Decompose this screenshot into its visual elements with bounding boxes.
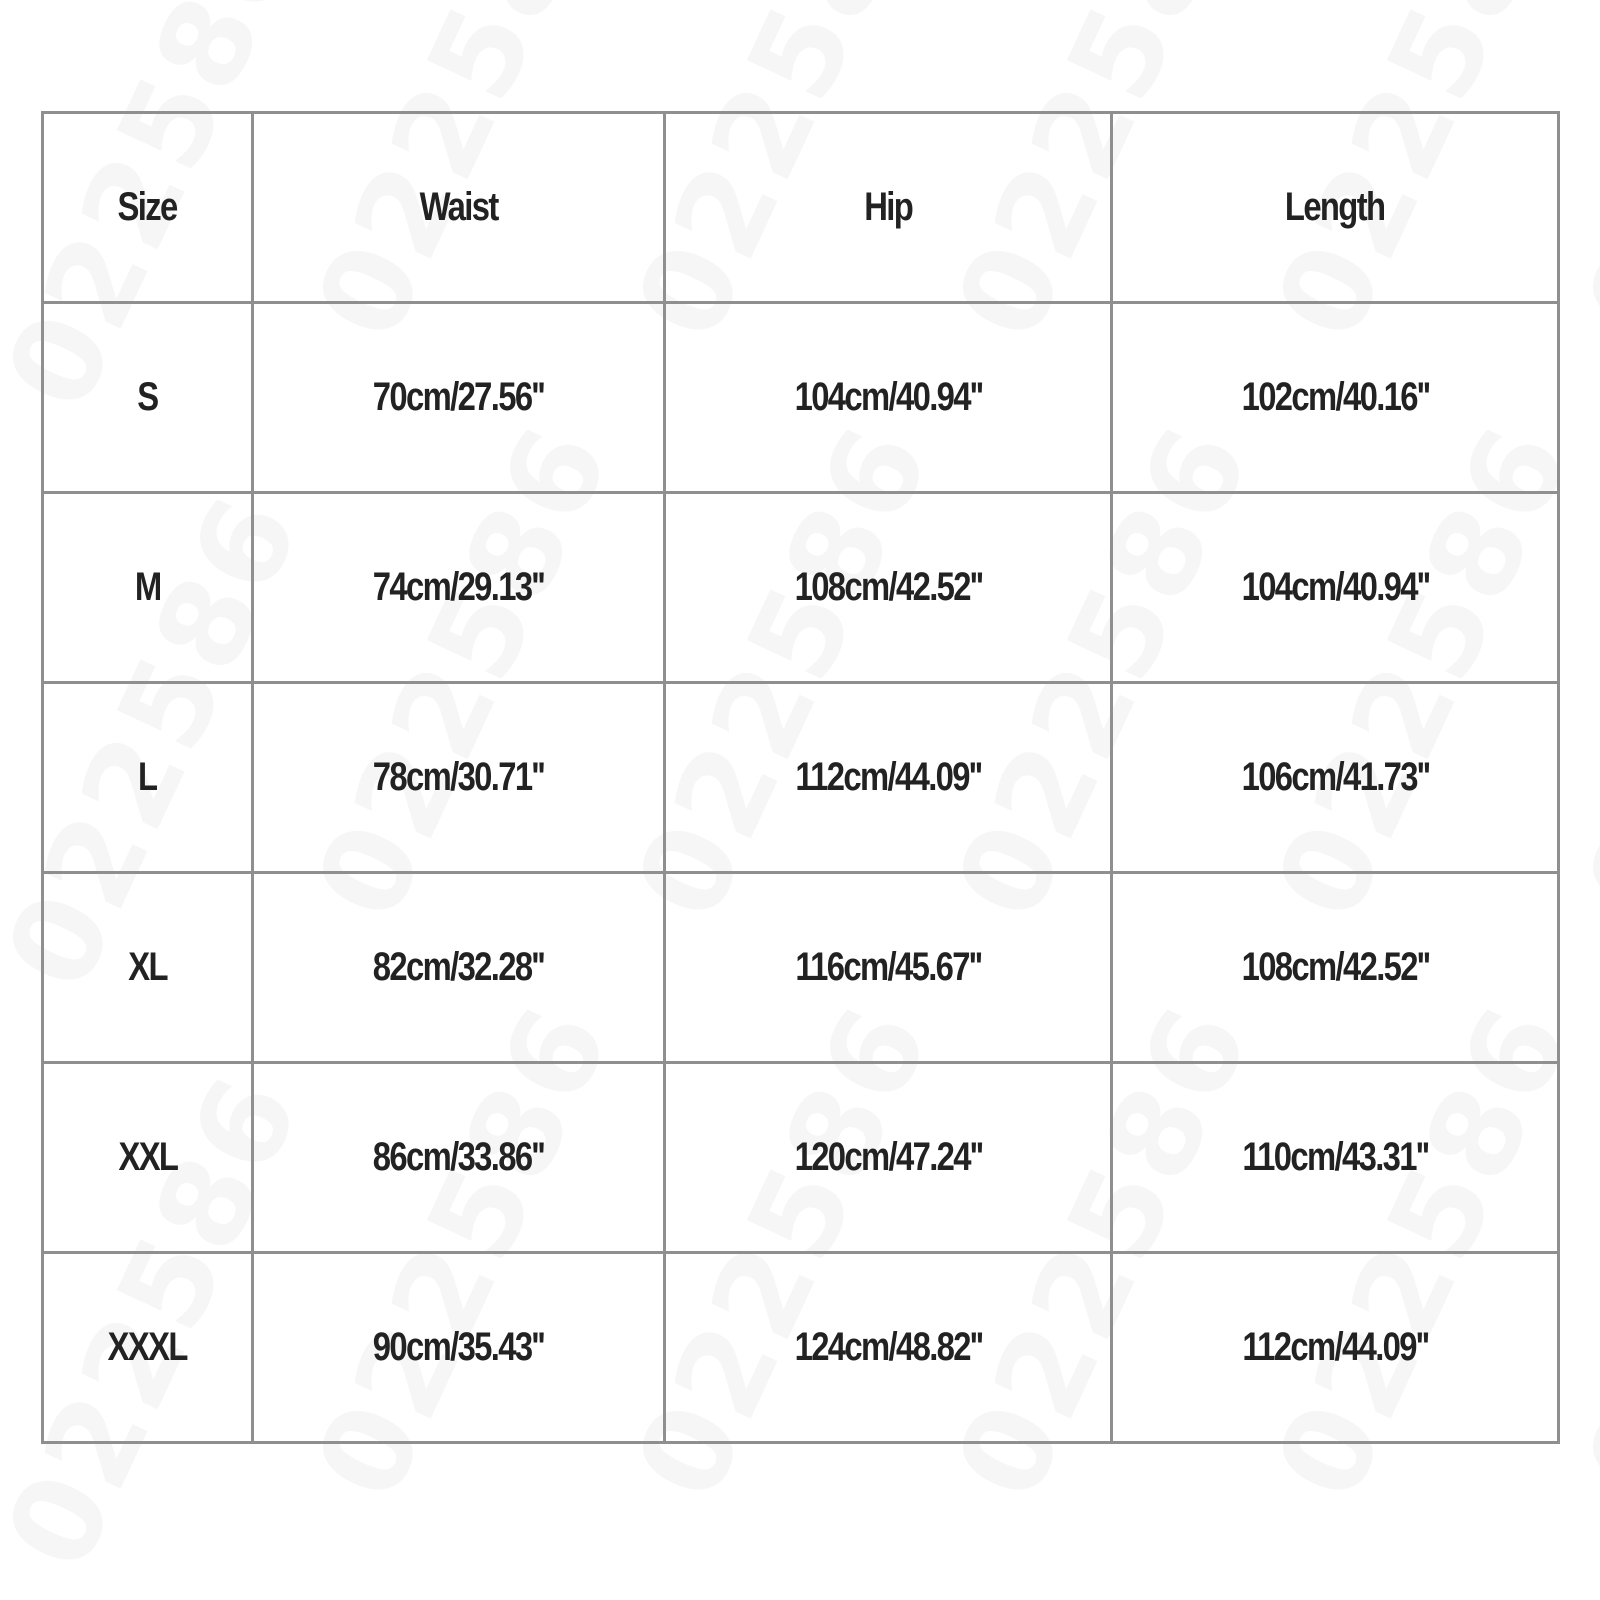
table-row [43,1063,1559,1253]
cell-size: XXL [43,1063,253,1253]
watermark [1560,0,1600,359]
cell-size: S [43,303,253,493]
cell-length: 106cm/41.73'' [1112,683,1559,873]
cell-size: M [43,493,253,683]
cell-waist: 74cm/29.13'' [253,493,665,683]
cell-length: 104cm/40.94'' [1112,493,1559,683]
table-header-row [43,113,1559,303]
header-waist: Waist [253,113,665,303]
cell-hip: 104cm/40.94'' [665,303,1112,493]
table-row [43,1253,1559,1443]
size-chart-table [41,111,1560,1444]
table-row [43,873,1559,1063]
cell-length: 108cm/42.52'' [1112,873,1559,1063]
cell-size: XXXL [43,1253,253,1443]
header-length: Length [1112,113,1559,303]
cell-waist: 70cm/27.56'' [253,303,665,493]
cell-hip: 120cm/47.24'' [665,1063,1112,1253]
cell-hip: 112cm/44.09'' [665,683,1112,873]
cell-length: 102cm/40.16'' [1112,303,1559,493]
table-row [43,493,1559,683]
cell-length: 112cm/44.09'' [1112,1253,1559,1443]
cell-hip: 124cm/48.82'' [665,1253,1112,1443]
cell-hip: 108cm/42.52'' [665,493,1112,683]
header-hip: Hip [665,113,1112,303]
header-size: Size [43,113,253,303]
table-row [43,303,1559,493]
cell-size: L [43,683,253,873]
cell-waist: 90cm/35.43'' [253,1253,665,1443]
watermark [1560,404,1600,939]
cell-hip: 116cm/45.67'' [665,873,1112,1063]
table-row [43,683,1559,873]
cell-waist: 86cm/33.86'' [253,1063,665,1253]
cell-size: XL [43,873,253,1063]
cell-waist: 78cm/30.71'' [253,683,665,873]
cell-length: 110cm/43.31'' [1112,1063,1559,1253]
cell-waist: 82cm/32.28'' [253,873,665,1063]
watermark [1560,984,1600,1519]
